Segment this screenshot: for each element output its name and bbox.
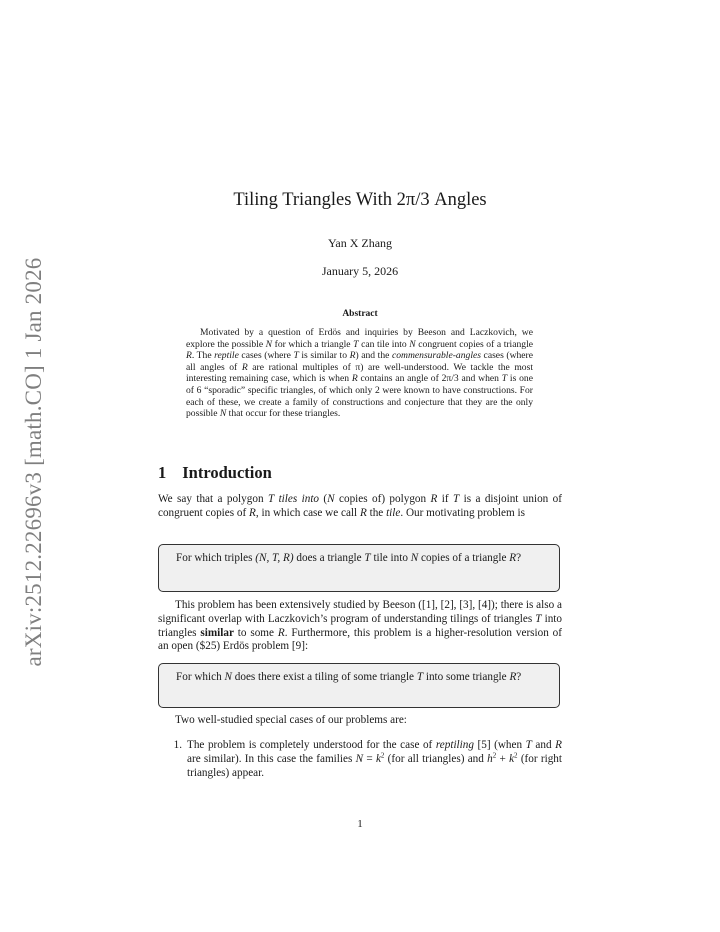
body-paragraph-2: This problem has been extensively studied by Beeson ([1], [2], [3], [4]); there is also a significant overlap with Laczkovich’s program of understanding tilings of triangles T into triangles similar to some R. Furthermore, this problem is a higher-resolution version of an open ($25) Erdös problem [9]: [158,599,562,653]
problem-box-1: For which triples (N, T, R) does a triangle T tile into N copies of a triangle R? [158,544,560,592]
section-heading [158,463,272,483]
paper-title: Tiling Triangles With 2π/3 Angles [233,190,487,210]
list-item [158,739,562,780]
body-paragraph-1: We say that a polygon T tiles into (N copies of) polygon R if T is a disjoint union of congruent copies of R, in which case we call R the tile. Our motivating problem is [158,493,562,519]
special-cases-list [158,739,562,780]
abstract-heading: Abstract [342,309,378,319]
page-number: 1 [357,818,363,830]
abstract-body [186,327,533,420]
paper-date: January 5, 2026 [321,264,399,278]
abstract-paragraph: Motivated by a question of Erdös and inquiries by Beeson and Laczkovich, we explore the possible N for which a triangle T can tile into N congruent copies of a triangle R. The reptile cases (where T is similar to R) and the commensurable-angles cases (where all angles of R are rational multiples of π) are well-understood. We tackle the most interesting remaining case, which is when R contains an angle of 2π/3 and when T is one of 6 “sporadic” specific triangles, of which only 2 were known to have constructions. For each of these, we create a family of constructions and conjecture that they are the only possible N that occur for these triangles. [186,327,534,420]
section-number: 1 [158,463,167,482]
list-marker: 1. [173,739,182,751]
paper-author: Yan X Zhang [327,236,393,250]
problem-box-2: For which N does there exist a tiling of some triangle T into some triangle R? [158,663,560,708]
list-item-text: The problem is completely understood for the case of reptiling [5] (when T and R are similar). In this case the families $N = k^2$ (for all triangles) and $h^2 + k^2$ (for right triangles) appear. [187,739,562,779]
section-title: Introduction [182,463,272,482]
body-paragraph-3: Two well-studied special cases of our problems are: [175,714,407,726]
arxiv-identifier-stamp: arXiv:2512.22696v3 [math.CO] 1 Jan 2026 [21,257,46,667]
